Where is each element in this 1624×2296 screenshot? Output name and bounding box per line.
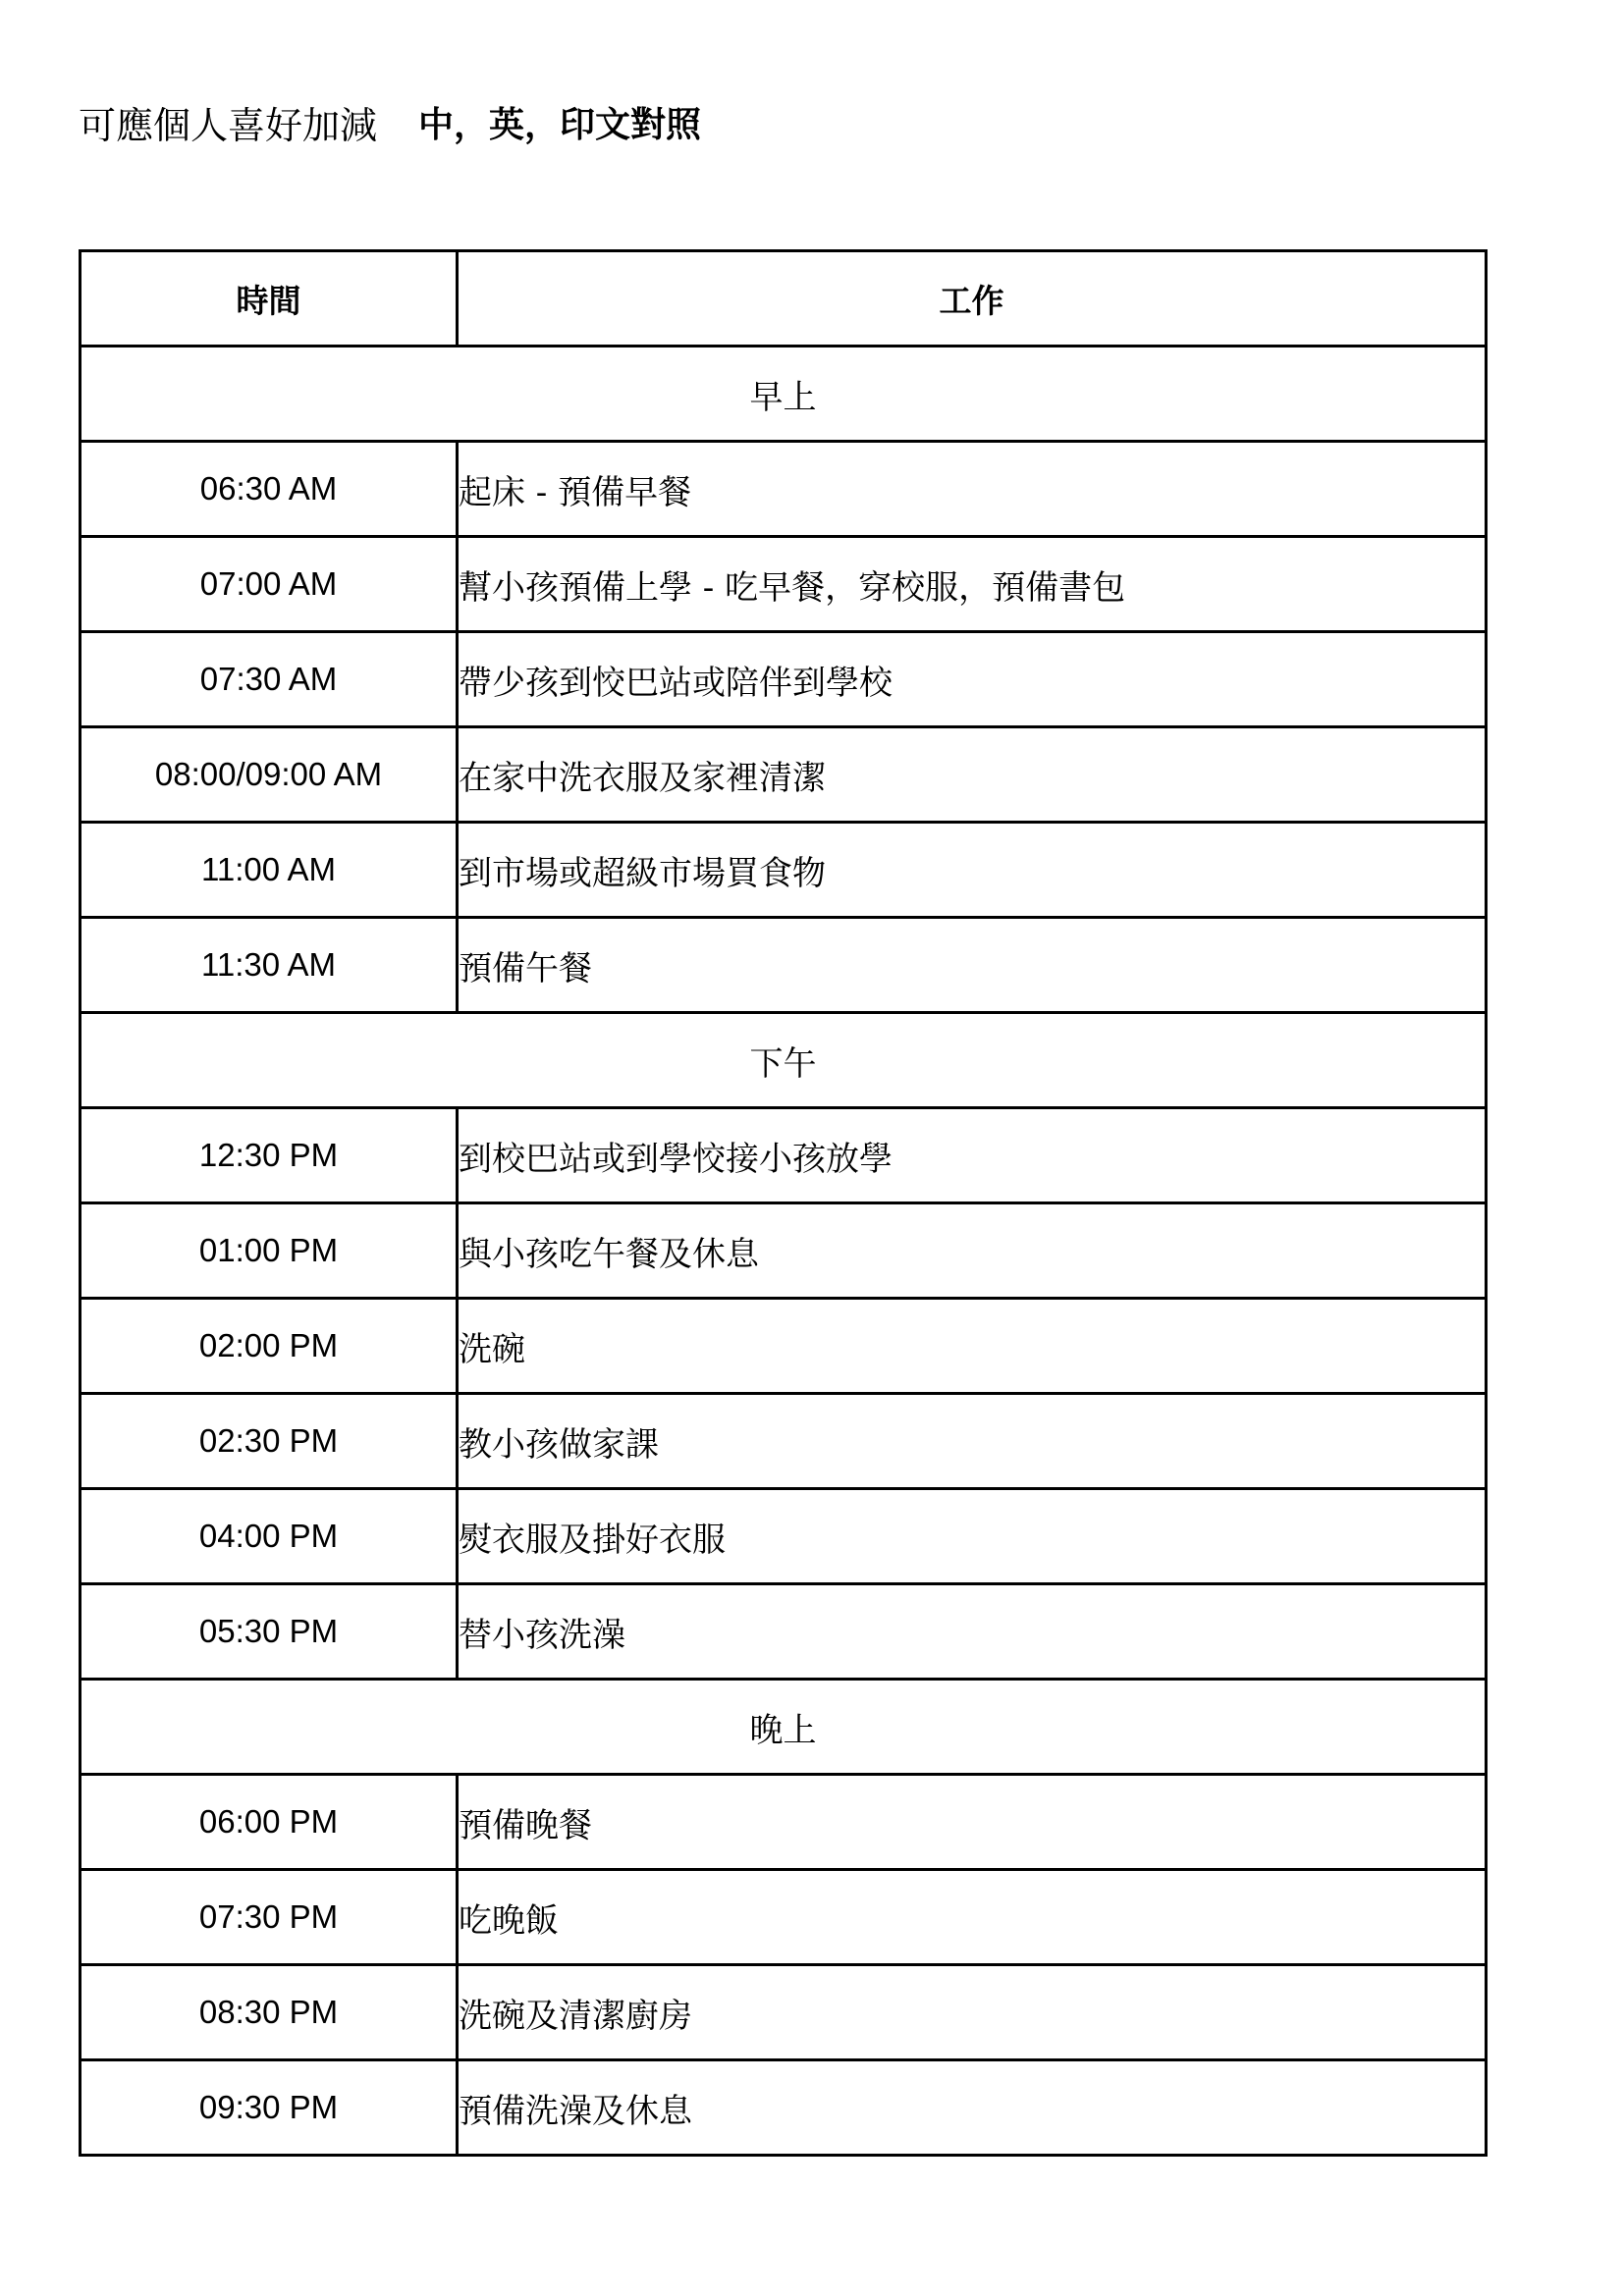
table-row bbox=[81, 1489, 1487, 1584]
section-row-morning bbox=[81, 347, 1487, 442]
time-cell: 11:00 AM bbox=[81, 823, 458, 918]
task-cell: 教小孩做家課 bbox=[458, 1394, 1487, 1489]
task-cell: 吃晚飯 bbox=[458, 1870, 1487, 1965]
time-cell: 04:00 PM bbox=[81, 1489, 458, 1584]
time-cell: 07:30 PM bbox=[81, 1870, 458, 1965]
task-cell: 與小孩吃午餐及休息 bbox=[458, 1203, 1487, 1299]
table-row bbox=[81, 1775, 1487, 1870]
task-cell: 預備洗澡及休息 bbox=[458, 2060, 1487, 2156]
section-row-afternoon bbox=[81, 1013, 1487, 1108]
time-cell: 05:30 PM bbox=[81, 1584, 458, 1680]
time-cell: 07:00 AM bbox=[81, 537, 458, 632]
table-row bbox=[81, 918, 1487, 1013]
section-label: 早上 bbox=[81, 347, 1487, 442]
task-cell: 在家中洗衣服及家裡清潔 bbox=[458, 727, 1487, 823]
table-row bbox=[81, 1584, 1487, 1680]
time-cell: 06:30 AM bbox=[81, 442, 458, 537]
table-row bbox=[81, 1965, 1487, 2060]
table-row bbox=[81, 1203, 1487, 1299]
table-row bbox=[81, 2060, 1487, 2156]
document-header bbox=[79, 94, 701, 149]
time-cell: 01:00 PM bbox=[81, 1203, 458, 1299]
daily-schedule-table bbox=[79, 249, 1488, 2157]
header-languages: 中，英，印文對照 bbox=[418, 104, 702, 145]
column-header-task: 工作 bbox=[458, 251, 1487, 347]
time-cell: 09:30 PM bbox=[81, 2060, 458, 2156]
time-cell: 12:30 PM bbox=[81, 1108, 458, 1203]
time-cell: 08:00/09:00 AM bbox=[81, 727, 458, 823]
header-note: 可應個人喜好加減 bbox=[79, 103, 378, 147]
section-label: 晚上 bbox=[81, 1680, 1487, 1775]
table-row bbox=[81, 1394, 1487, 1489]
task-cell: 熨衣服及掛好衣服 bbox=[458, 1489, 1487, 1584]
task-cell: 預備午餐 bbox=[458, 918, 1487, 1013]
time-cell: 11:30 AM bbox=[81, 918, 458, 1013]
task-cell: 到市場或超級市場買食物 bbox=[458, 823, 1487, 918]
task-cell: 到校巴站或到學恔接小孩放學 bbox=[458, 1108, 1487, 1203]
task-cell: 預備晚餐 bbox=[458, 1775, 1487, 1870]
table-row bbox=[81, 442, 1487, 537]
table-row bbox=[81, 1870, 1487, 1965]
task-cell: 洗碗 bbox=[458, 1299, 1487, 1394]
table-header-row bbox=[81, 251, 1487, 347]
time-cell: 06:00 PM bbox=[81, 1775, 458, 1870]
task-cell: 起床 - 預備早餐 bbox=[458, 442, 1487, 537]
section-row-evening bbox=[81, 1680, 1487, 1775]
section-label: 下午 bbox=[81, 1013, 1487, 1108]
time-cell: 08:30 PM bbox=[81, 1965, 458, 2060]
time-cell: 02:00 PM bbox=[81, 1299, 458, 1394]
table-row bbox=[81, 1299, 1487, 1394]
column-header-time: 時間 bbox=[81, 251, 458, 347]
time-cell: 02:30 PM bbox=[81, 1394, 458, 1489]
table-row bbox=[81, 632, 1487, 727]
table-row bbox=[81, 727, 1487, 823]
time-cell: 07:30 AM bbox=[81, 632, 458, 727]
task-cell: 洗碗及清潔廚房 bbox=[458, 1965, 1487, 2060]
task-cell: 替小孩洗澡 bbox=[458, 1584, 1487, 1680]
table-row bbox=[81, 537, 1487, 632]
task-cell: 帶少孩到恔巴站或陪伴到學校 bbox=[458, 632, 1487, 727]
table-row bbox=[81, 1108, 1487, 1203]
table-row bbox=[81, 823, 1487, 918]
task-cell: 幫小孩預備上學 - 吃早餐，穿校服，預備書包 bbox=[458, 537, 1487, 632]
